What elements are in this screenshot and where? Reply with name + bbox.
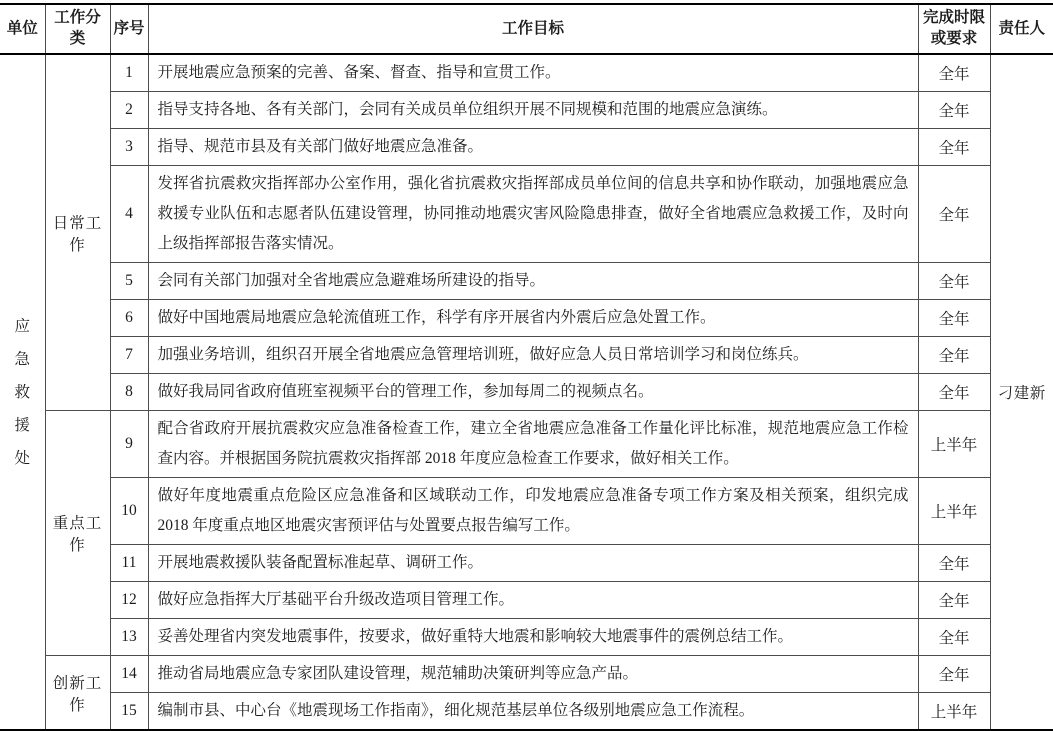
row-goal: 发挥省抗震救灾指挥部办公室作用，强化省抗震救灾指挥部成员单位间的信息共享和协作联动，加强地震应急救援专业队伍和志愿者队伍建设管理，协同推动地震灾害风险隐患排查，做好全省地震应急救援工作，及时向上级指挥部报告落实情况。 [148, 166, 918, 263]
row-deadline: 全年 [918, 656, 990, 693]
unit-cell [0, 54, 45, 730]
category-innovation-cell: 创新工作 [45, 656, 110, 731]
row-goal: 开展地震应急预案的完善、备案、督查、指导和宣贯工作。 [148, 54, 918, 92]
table-row [0, 337, 1053, 374]
row-goal: 配合省政府开展抗震救灾应急准备检查工作，建立全省地震应急准备工作量化评比标准，规范地震应急工作检查内容。并根据国务院抗震救灾指挥部 2018 年度应急检查工作要求，做好相关工作。 [148, 411, 918, 478]
owner-cell: 刁建新 [990, 54, 1053, 730]
row-no: 7 [110, 337, 148, 374]
row-no: 8 [110, 374, 148, 411]
table-row [0, 92, 1053, 129]
row-goal: 加强业务培训，组织召开展全省地震应急管理培训班，做好应急人员日常培训学习和岗位练兵。 [148, 337, 918, 374]
category-daily-cell: 日常工作 [45, 54, 110, 411]
header-row [0, 4, 1053, 54]
row-no: 10 [110, 478, 148, 545]
row-deadline: 全年 [918, 619, 990, 656]
row-deadline: 全年 [918, 54, 990, 92]
table-row [0, 129, 1053, 166]
row-deadline: 全年 [918, 545, 990, 582]
row-no: 4 [110, 166, 148, 263]
row-goal: 妥善处理省内突发地震事件，按要求，做好重特大地震和影响较大地震事件的震例总结工作。 [148, 619, 918, 656]
table-row [0, 300, 1053, 337]
row-deadline: 全年 [918, 166, 990, 263]
header-goal: 工作目标 [148, 4, 918, 54]
row-goal: 做好中国地震局地震应急轮流值班工作，科学有序开展省内外震后应急处置工作。 [148, 300, 918, 337]
row-no: 15 [110, 693, 148, 731]
row-goal: 开展地震救援队装备配置标准起草、调研工作。 [148, 545, 918, 582]
row-no: 11 [110, 545, 148, 582]
table-row [0, 374, 1053, 411]
row-no: 2 [110, 92, 148, 129]
row-deadline: 全年 [918, 129, 990, 166]
row-no: 13 [110, 619, 148, 656]
table-row [0, 411, 1053, 478]
row-deadline: 全年 [918, 582, 990, 619]
row-goal: 做好我局同省政府值班室视频平台的管理工作，参加每周二的视频点名。 [148, 374, 918, 411]
row-no: 9 [110, 411, 148, 478]
row-deadline: 全年 [918, 300, 990, 337]
table-row [0, 478, 1053, 545]
header-category: 工作分类 [45, 4, 110, 54]
row-no: 6 [110, 300, 148, 337]
table-row [0, 582, 1053, 619]
row-deadline: 上半年 [918, 693, 990, 731]
row-goal: 推动省局地震应急专家团队建设管理，规范辅助决策研判等应急产品。 [148, 656, 918, 693]
row-goal: 指导、规范市县及有关部门做好地震应急准备。 [148, 129, 918, 166]
unit-label: 应急救援处 [14, 317, 31, 467]
table-row [0, 693, 1053, 731]
header-no: 序号 [110, 4, 148, 54]
work-plan-table [0, 3, 1053, 731]
row-no: 12 [110, 582, 148, 619]
header-deadline: 完成时限或要求 [918, 4, 990, 54]
row-no: 5 [110, 263, 148, 300]
table-row [0, 545, 1053, 582]
row-no: 1 [110, 54, 148, 92]
row-goal: 做好应急指挥大厅基础平台升级改造项目管理工作。 [148, 582, 918, 619]
row-goal: 会同有关部门加强对全省地震应急避难场所建设的指导。 [148, 263, 918, 300]
table-row [0, 166, 1053, 263]
row-deadline: 全年 [918, 374, 990, 411]
row-deadline: 全年 [918, 263, 990, 300]
category-key-cell: 重点工作 [45, 411, 110, 656]
row-goal: 指导支持各地、各有关部门，会同有关成员单位组织开展不同规模和范围的地震应急演练。 [148, 92, 918, 129]
header-unit: 单位 [0, 4, 45, 54]
row-deadline: 上半年 [918, 411, 990, 478]
row-deadline: 全年 [918, 337, 990, 374]
table-row [0, 619, 1053, 656]
row-no: 3 [110, 129, 148, 166]
header-owner: 责任人 [990, 4, 1053, 54]
table-row [0, 656, 1053, 693]
table-row [0, 54, 1053, 92]
row-goal: 做好年度地震重点危险区应急准备和区域联动工作，印发地震应急准备专项工作方案及相关预案，组织完成 2018 年度重点地区地震灾害预评估与处置要点报告编写工作。 [148, 478, 918, 545]
row-goal: 编制市县、中心台《地震现场工作指南》，细化规范基层单位各级别地震应急工作流程。 [148, 693, 918, 731]
row-deadline: 全年 [918, 92, 990, 129]
row-deadline: 上半年 [918, 478, 990, 545]
table-row [0, 263, 1053, 300]
row-no: 14 [110, 656, 148, 693]
